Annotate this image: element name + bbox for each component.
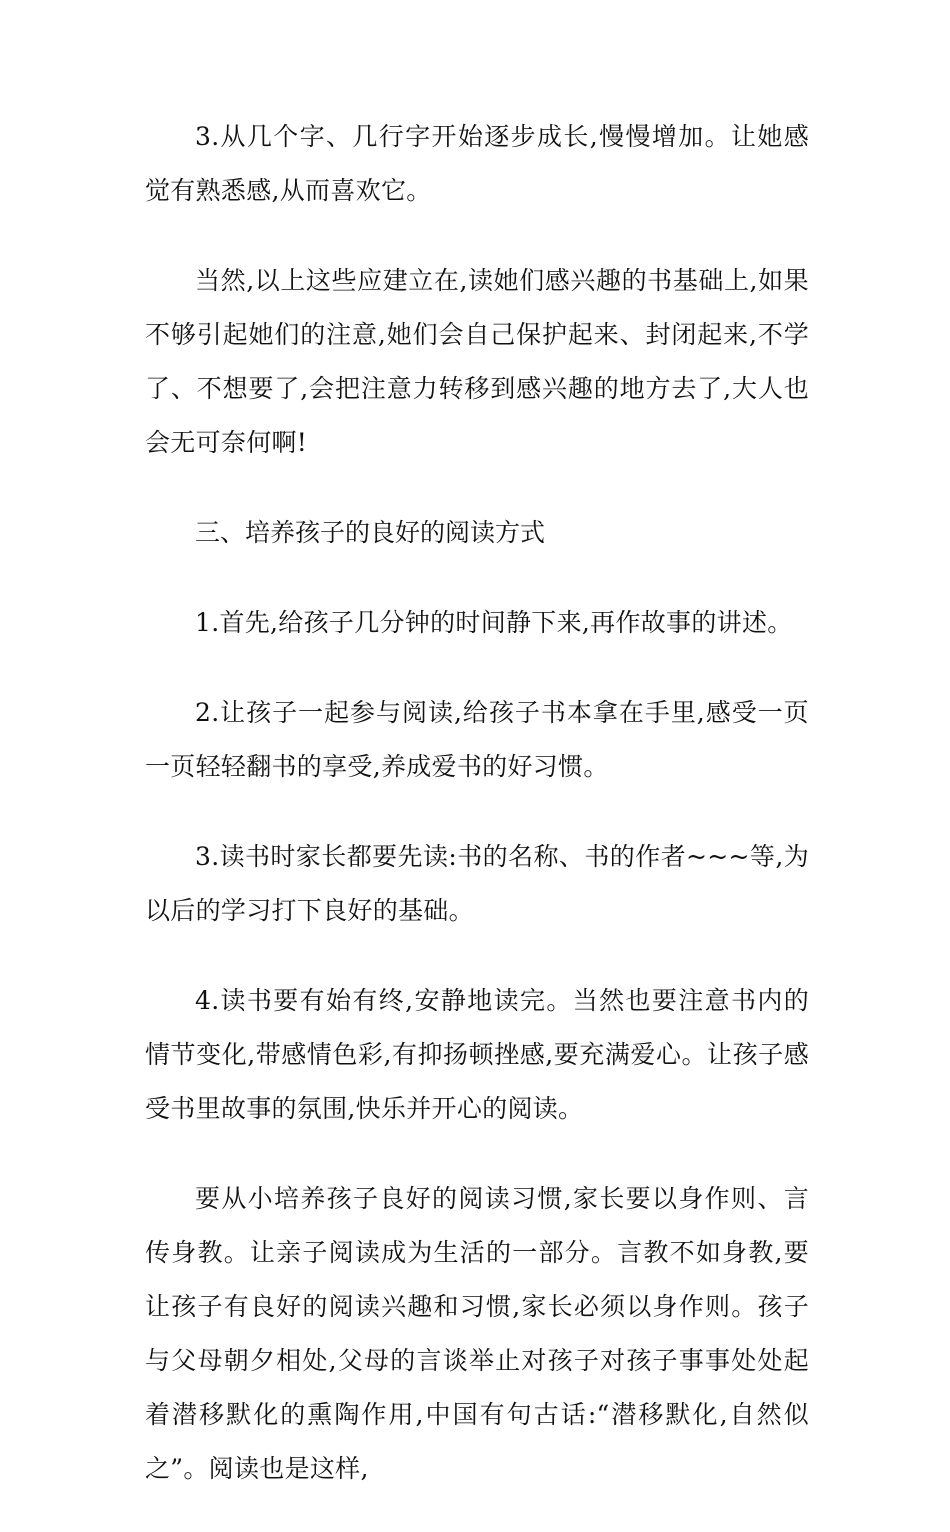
paragraph-step-3-familiarity: 3.从几个字、几行字开始逐步成长,慢慢增加。让她感觉有熟悉感,从而喜欢它。: [145, 122, 809, 205]
section-heading-reading-method: 三、培养孩子的良好的阅读方式: [195, 518, 546, 547]
paragraph-habit-conclusion: 要从小培养孩子良好的阅读习惯,家长要以身作则、言传身教。让亲子阅读成为生活的一部分。言教不如身教,要让孩子有良好的阅读兴趣和习惯,家长必须以身作则。孩子与父母朝夕相处,父母的言谈举止对孩子对孩子事事处处起着潜移默化的熏陶作用,中国有句古话:“潜移默化,自然似之”。阅读也是这样,: [145, 1184, 809, 1483]
paragraph-method-4: 4.读书要有始有终,安静地读完。当然也要注意书内的情节变化,带感情色彩,有抑扬顿挫感,要充满爱心。让孩子感受书里故事的氛围,快乐并开心的阅读。: [145, 986, 809, 1123]
paragraph-interest-note: 当然,以上这些应建立在,读她们感兴趣的书基础上,如果不够引起她们的注意,她们会自己保护起来、封闭起来,不学了、不想要了,会把注意力转移到感兴趣的地方去了,大人也会无可奈何啊!: [145, 266, 809, 457]
paragraph-method-2: 2.让孩子一起参与阅读,给孩子书本拿在手里,感受一页一页轻轻翻书的享受,养成爱书的好习惯。: [145, 698, 809, 781]
document-body: [145, 110, 809, 1532]
paragraph-method-1: 1.首先,给孩子几分钟的时间静下来,再作故事的讲述。: [195, 608, 793, 637]
paragraph-method-3: 3.读书时家长都要先读:书的名称、书的作者~~~等,为以后的学习打下良好的基础。: [145, 842, 809, 925]
